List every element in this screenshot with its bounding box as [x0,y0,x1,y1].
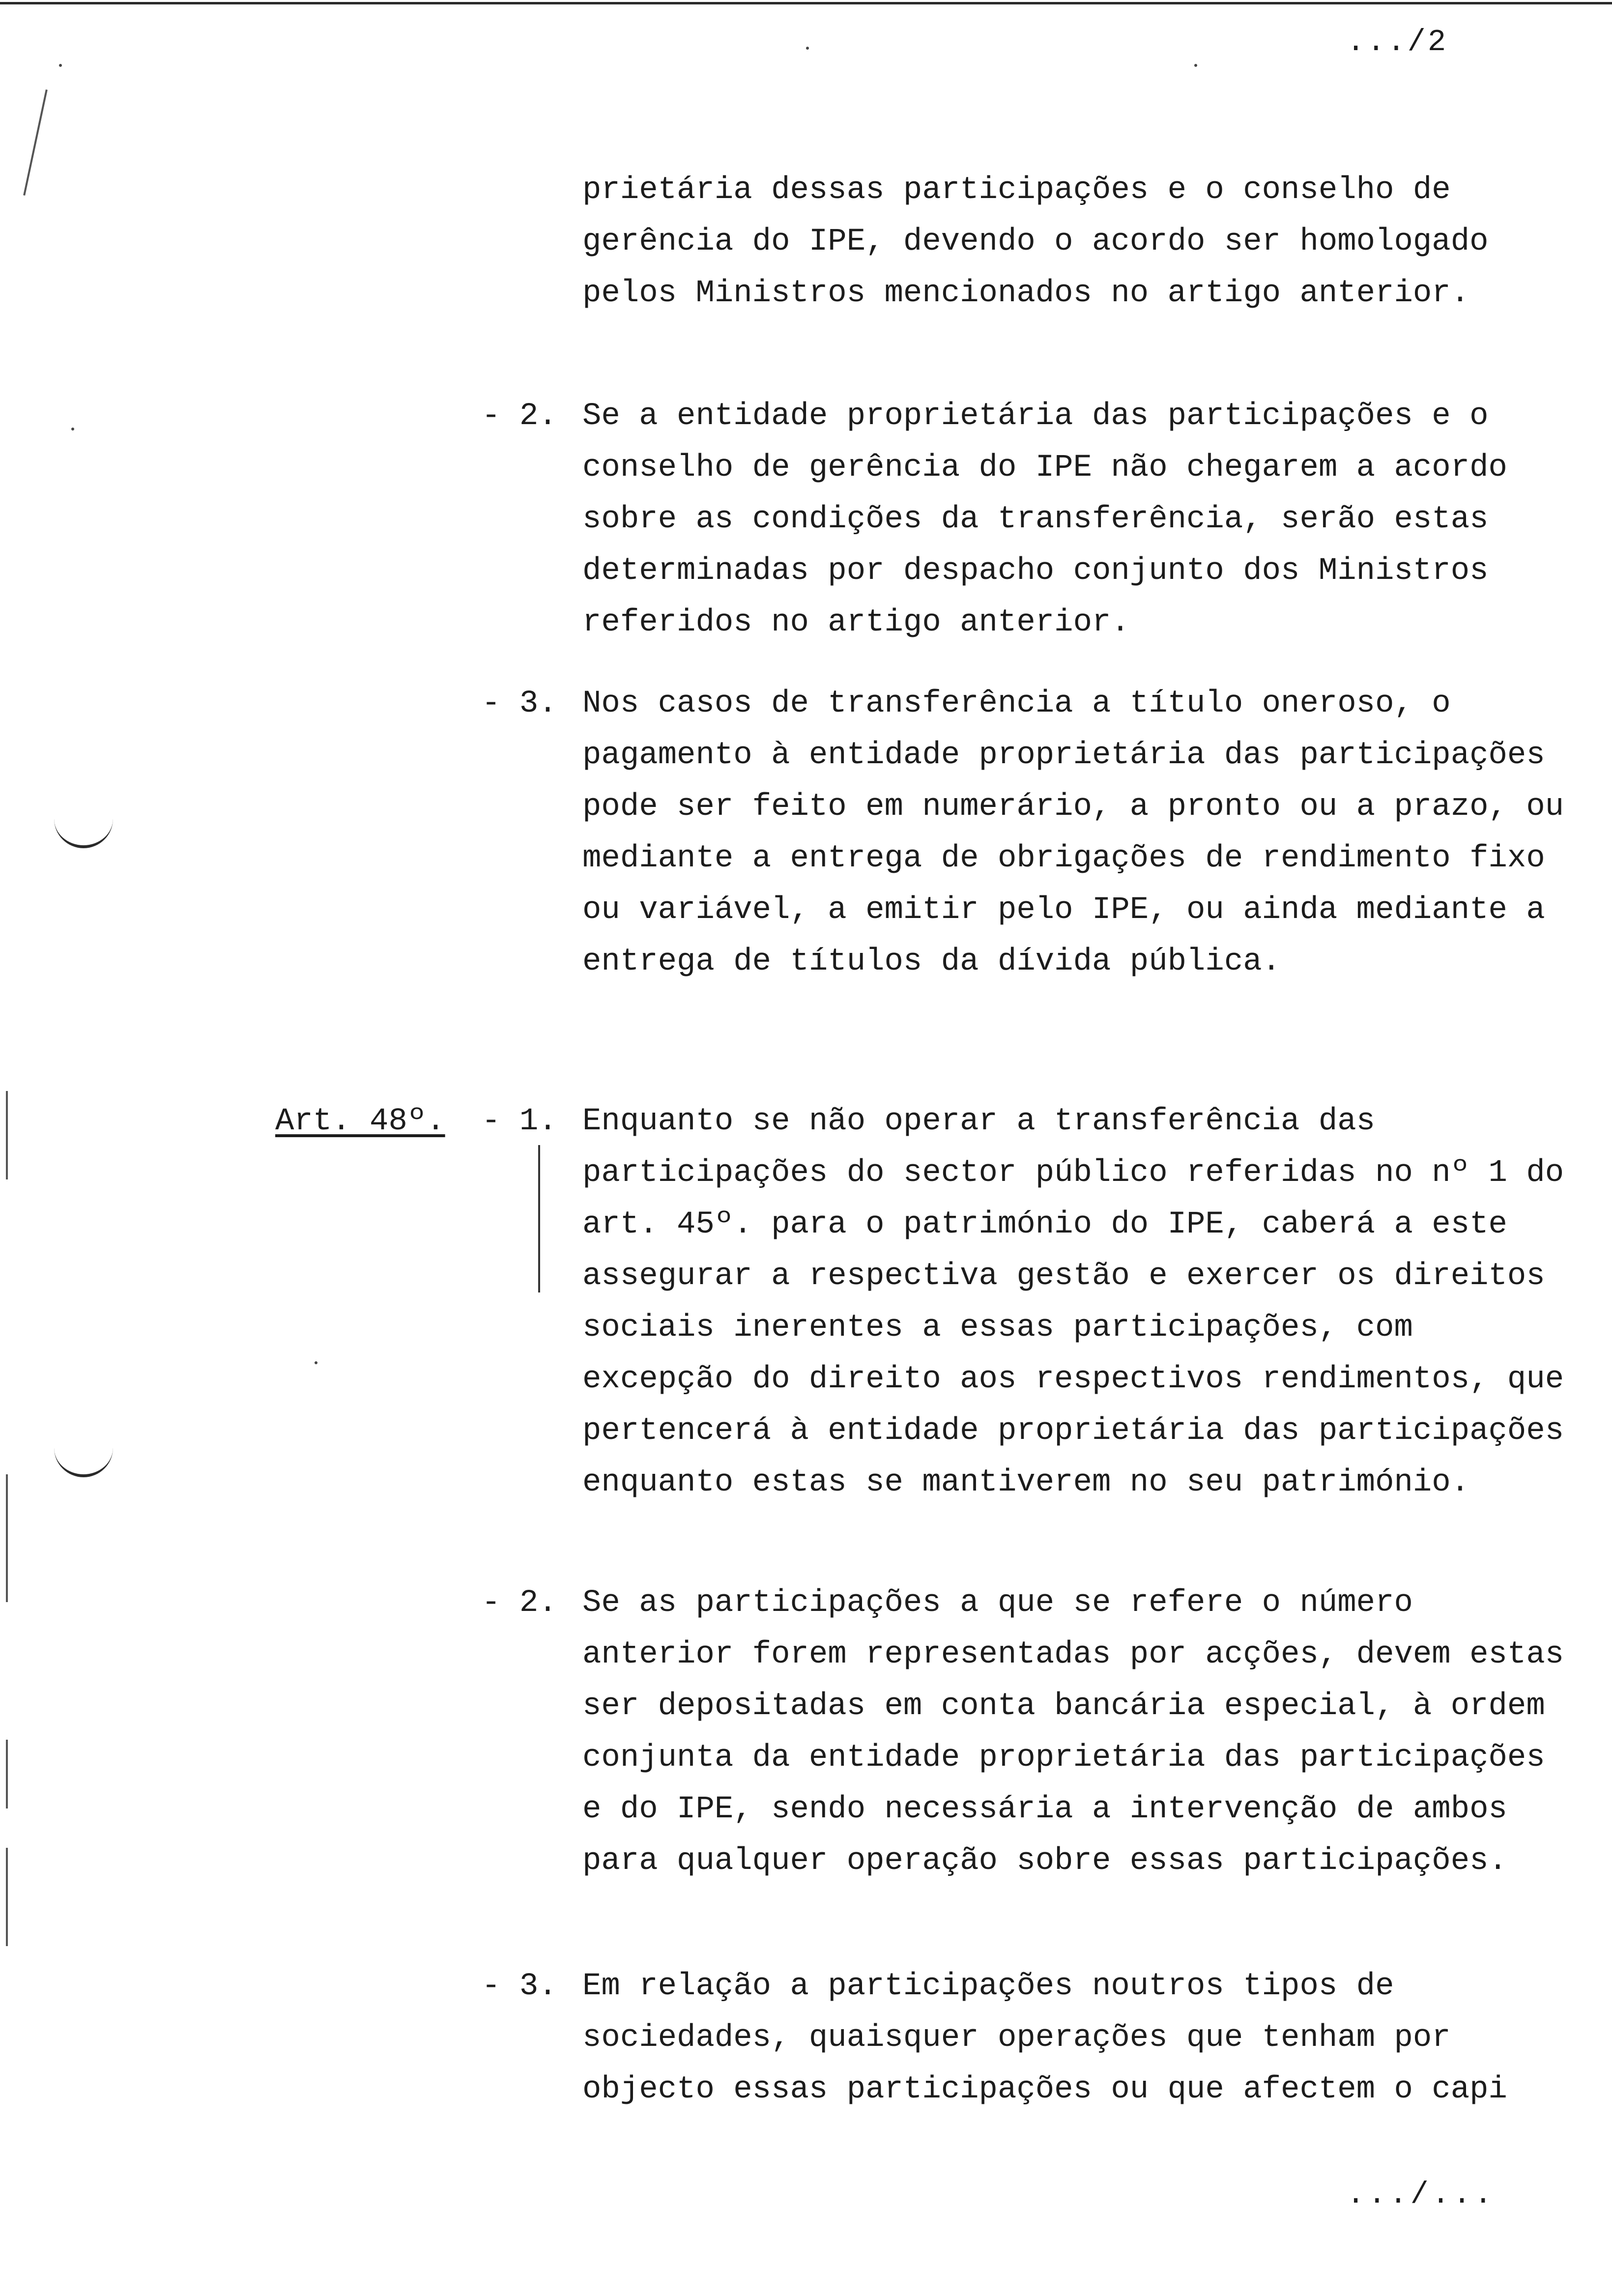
scan-speck [1194,64,1197,67]
item-number: - 2. [482,399,557,434]
paragraph-continuation: prietária dessas participações e o conselho de gerência do IPE, devendo o acordo ser homologado pelos Ministros mencionados no artigo anterior. [582,172,1489,311]
paragraph-item: Se a entidade proprietária das participações e o conselho de gerência do IPE não chegarem a acordo sobre as condições da transferência, serão estas determinadas por despacho conjunto dos Ministros referidos no artigo anterior. [582,399,1507,640]
paragraph-item: Nos casos de transferência a título oneroso, o pagamento à entidade proprietária das participações pode ser feito em numerário, a pronto ou a prazo, ou mediante a entrega de obrigações de rendimento fixo ou variável, a emitir pelo IPE, ou ainda mediante a entrega de títulos da dívida pública. [582,686,1564,979]
item-number: - 3. [482,1969,557,2004]
continuation-mark: .../... [1347,2177,1496,2212]
punch-hole-mark [54,1445,113,1477]
scan-artifact [6,1848,8,1946]
paragraph-item: Enquanto se não operar a transferência das participações do sector público referidas no nº 1 do art. 45º. para o património do IPE, caberá a este assegurar a respectiva gestão e exercer os direitos sociais inerentes a essas participações, com excepção do direito aos respectivos rendimentos, que pertencerá à entidade proprietária das participações enquanto estas se mantiverem no seu património. [582,1104,1564,1500]
top-edge-line [0,2,1612,4]
scan-speck [315,1361,317,1364]
article-label: Art. 48º. [275,1104,445,1139]
punch-hole-mark [54,816,113,848]
scan-speck [806,47,809,50]
item-number: - 2. [482,1585,557,1621]
margin-change-bar [538,1145,540,1292]
item-number: - 1. [482,1104,557,1139]
scan-speck [59,64,62,67]
item-number: - 3. [482,686,557,721]
scan-artifact [6,1740,8,1808]
scan-artifact [6,1091,8,1179]
page-number: .../2 [1347,25,1448,59]
scan-speck [71,428,74,430]
scan-artifact [23,89,48,196]
scan-artifact [6,1474,8,1602]
paragraph-item: Em relação a participações noutros tipos de sociedades, quaisquer operações que tenham por objecto essas participações ou que afectem o capi [582,1969,1507,2107]
paragraph-item: Se as participações a que se refere o número anterior forem representadas por acções, devem estas ser depositadas em conta bancária especial, à ordem conjunta da entidade proprietária das participações e do IPE, sendo necessária a intervenção de ambos para qualquer operação sobre essas participações. [582,1585,1564,1879]
